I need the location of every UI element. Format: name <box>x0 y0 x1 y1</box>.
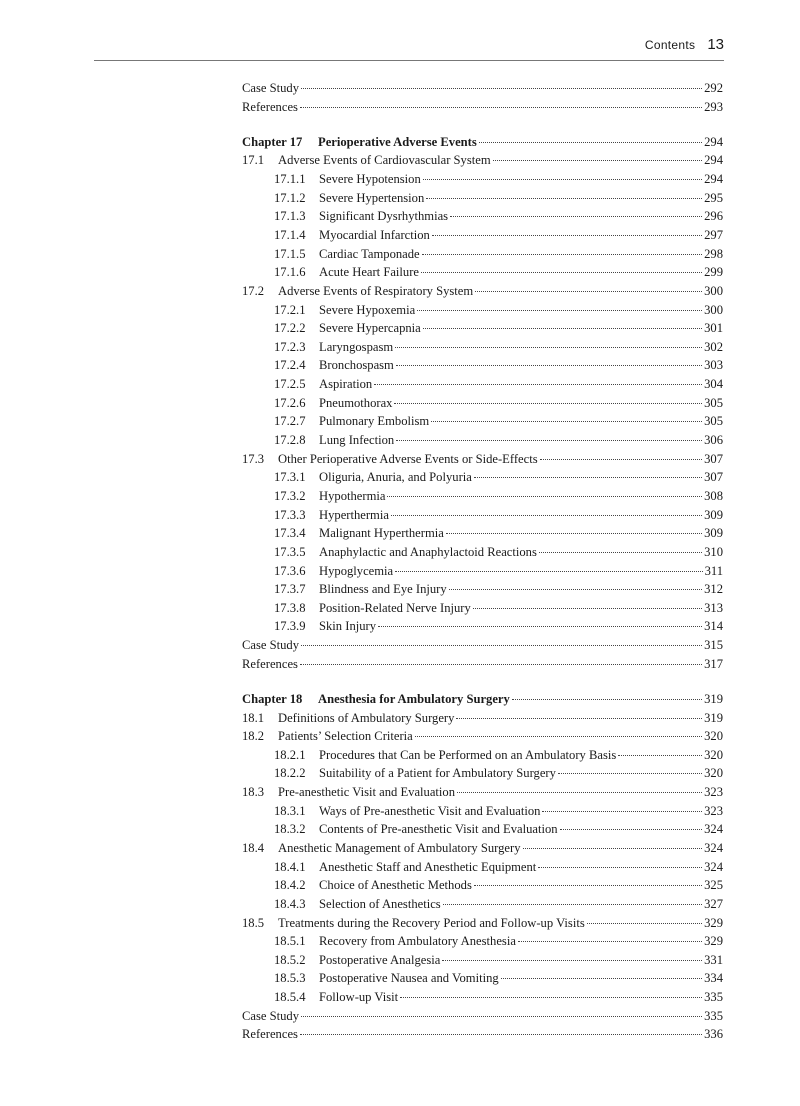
dot-leader <box>421 272 702 273</box>
toc-entry-page: 308 <box>704 488 723 503</box>
toc-entry-number: 18.5.4 <box>274 990 306 1005</box>
toc-entry-sub[interactable] <box>242 226 723 245</box>
toc-entry-page: 320 <box>704 729 723 744</box>
toc-entry-page: 296 <box>704 209 723 224</box>
toc-entry-page: 294 <box>704 172 723 187</box>
dot-leader <box>493 160 702 161</box>
dot-leader <box>422 254 702 255</box>
toc-entry-number: Chapter 18 <box>242 691 303 706</box>
toc-entry-title: Acute Heart Failure <box>319 265 420 280</box>
toc-entry-title: Choice of Anesthetic Methods <box>319 878 472 893</box>
toc-entry-page: 324 <box>704 840 723 855</box>
toc-entry-title: Case Study <box>242 81 300 95</box>
toc-entry-number: 17.3.3 <box>274 507 306 522</box>
toc-entry-page: 313 <box>704 600 723 615</box>
toc-entry-misc[interactable] <box>242 1007 723 1026</box>
toc-entry-page: 297 <box>704 227 723 242</box>
toc-entry-sect[interactable] <box>242 727 723 746</box>
dot-leader <box>446 533 702 534</box>
toc-entry-number: 17.3.4 <box>274 526 306 541</box>
toc-entry-sub[interactable] <box>242 263 723 282</box>
toc-entry-title: Anaphylactic and Anaphylactoid Reactions <box>319 544 537 559</box>
toc-entry-title: References <box>242 656 298 671</box>
toc-entry-page: 307 <box>704 451 723 466</box>
toc-entry-number: 17.2.2 <box>274 321 306 336</box>
page-number: 13 <box>707 36 724 53</box>
toc-entry-number: 17.2 <box>242 283 265 298</box>
toc-entry-page: 319 <box>704 710 723 725</box>
dot-leader <box>415 736 702 737</box>
toc-entry-sect[interactable] <box>242 839 723 858</box>
toc-entry-title: Ways of Pre-anesthetic Visit and Evaluation <box>319 803 541 818</box>
toc-entry-sub[interactable] <box>242 858 723 877</box>
toc-entry-title: Hyperthermia <box>319 507 389 522</box>
toc-entry-number: 17.1.5 <box>274 246 306 261</box>
table-of-contents <box>242 79 723 1044</box>
toc-entry-title: Case Study <box>242 1008 300 1023</box>
toc-entry-title: Anesthetic Management of Ambulatory Surgery <box>278 840 521 855</box>
dot-leader <box>558 773 702 774</box>
toc-entry-sub[interactable] <box>242 468 723 487</box>
toc-entry-sub[interactable] <box>242 356 723 375</box>
toc-entry-page: 300 <box>704 302 723 317</box>
toc-entry-sub[interactable] <box>242 338 723 357</box>
toc-entry-title: Definitions of Ambulatory Surgery <box>278 710 455 725</box>
dot-leader <box>587 923 702 924</box>
toc-entry-page: 323 <box>704 803 723 818</box>
toc-entry-number: 18.4.3 <box>274 896 306 911</box>
toc-entry-sub[interactable] <box>242 301 723 320</box>
toc-entry-page: 334 <box>704 971 723 986</box>
dot-leader <box>518 941 702 942</box>
toc-entry-sect[interactable] <box>242 783 723 802</box>
toc-entry-sub[interactable] <box>242 319 723 338</box>
toc-entry-sub[interactable] <box>242 543 723 562</box>
toc-entry-sub[interactable] <box>242 876 723 895</box>
toc-entry-title: Skin Injury <box>319 619 377 634</box>
toc-entry-page: 320 <box>704 747 723 762</box>
toc-entry-misc[interactable] <box>242 98 723 117</box>
toc-entry-number: 18.4 <box>242 840 265 855</box>
toc-entry-page: 320 <box>704 766 723 781</box>
dot-leader <box>474 885 702 886</box>
toc-entry-number: 17.1.6 <box>274 265 306 280</box>
toc-entry-page: 305 <box>704 395 723 410</box>
dot-leader <box>426 198 702 199</box>
toc-entry-title: Selection of Anesthetics <box>319 896 441 911</box>
dot-leader <box>301 645 702 646</box>
toc-entry-number: 17.3.8 <box>274 600 306 615</box>
toc-entry-page: 329 <box>704 915 723 930</box>
toc-entry-page: 335 <box>704 1008 723 1023</box>
toc-entry-sect[interactable] <box>242 151 723 170</box>
toc-entry-title: Cardiac Tamponade <box>319 246 420 261</box>
dot-leader <box>560 829 703 830</box>
toc-entry-chap[interactable] <box>242 133 723 152</box>
toc-entry-number: 17.2.8 <box>274 433 306 448</box>
toc-entry-title: Procedures that Can be Performed on an Ambulatory Basis <box>319 747 617 762</box>
toc-entry-page: 303 <box>704 358 723 373</box>
toc-entry-sub[interactable] <box>242 746 723 765</box>
toc-entry-sub[interactable] <box>242 412 723 431</box>
toc-entry-page: 327 <box>704 896 723 911</box>
toc-entry-number: 17.1.1 <box>274 172 306 187</box>
dot-leader <box>300 664 702 665</box>
toc-entry-page: 309 <box>704 507 723 522</box>
toc-entry-page: 315 <box>704 638 723 653</box>
toc-entry-title: Blindness and Eye Injury <box>319 582 447 597</box>
dot-leader <box>479 142 702 143</box>
toc-entry-page: 335 <box>704 990 723 1005</box>
toc-entry-title: Treatments during the Recovery Period and Follow-up Visits <box>278 915 585 930</box>
toc-entry-title: Postoperative Nausea and Vomiting <box>319 971 499 986</box>
toc-entry-number: 17.3.9 <box>274 619 306 634</box>
toc-entry-page: 300 <box>704 283 723 298</box>
toc-entry-sect[interactable] <box>242 914 723 933</box>
toc-entry-title: Position-Related Nerve Injury <box>319 600 471 615</box>
toc-entry-number: Chapter 17 <box>242 134 303 149</box>
dot-leader <box>523 848 703 849</box>
toc-entry-sect[interactable] <box>242 282 723 301</box>
toc-entry-title: Follow-up Visit <box>319 990 399 1005</box>
dot-leader <box>443 904 702 905</box>
toc-entry-title: Anesthesia for Ambulatory Surgery <box>318 691 510 706</box>
toc-entry-page: 298 <box>704 246 723 261</box>
toc-entry-title: Myocardial Infarction <box>319 227 430 242</box>
dot-leader <box>391 515 702 516</box>
toc-entry-number: 17.2.7 <box>274 414 306 429</box>
toc-entry-misc[interactable] <box>242 655 723 674</box>
toc-entry-title: Severe Hypoxemia <box>319 302 416 317</box>
toc-entry-sub[interactable] <box>242 506 723 525</box>
toc-entry-page: 325 <box>704 878 723 893</box>
toc-entry-page: 324 <box>704 859 723 874</box>
toc-entry-number: 17.3 <box>242 451 265 466</box>
toc-entry-sub[interactable] <box>242 562 723 581</box>
dot-leader <box>387 496 702 497</box>
toc-entry-title: Patients’ Selection Criteria <box>278 729 413 744</box>
dot-leader <box>396 365 702 366</box>
toc-entry-sub[interactable] <box>242 189 723 208</box>
header-rule <box>94 60 724 61</box>
toc-entry-page: 317 <box>704 656 723 671</box>
toc-entry-title: Significant Dysrhythmias <box>319 209 449 224</box>
dot-leader <box>540 459 703 460</box>
dot-leader <box>618 755 702 756</box>
dot-leader <box>417 310 702 311</box>
dot-leader <box>423 179 702 180</box>
dot-leader <box>456 718 702 719</box>
toc-entry-sub[interactable] <box>242 764 723 783</box>
dot-leader <box>395 347 702 348</box>
toc-entry-title: Oliguria, Anuria, and Polyuria <box>319 470 472 485</box>
toc-entry-title: Postoperative Analgesia <box>319 952 441 967</box>
toc-entry-sub[interactable] <box>242 988 723 1007</box>
toc-entry-page: 310 <box>704 544 723 559</box>
toc-entry-title: Other Perioperative Adverse Events or Side-Effects <box>278 451 538 466</box>
toc-entry-sub[interactable] <box>242 207 723 226</box>
dot-leader <box>378 626 702 627</box>
toc-entry-number: 18.3 <box>242 785 265 800</box>
toc-entry-page: 295 <box>704 190 723 205</box>
dot-leader <box>539 552 702 553</box>
toc-entry-sect[interactable] <box>242 450 723 469</box>
toc-entry-title: Adverse Events of Cardiovascular System <box>278 153 491 168</box>
toc-entry-sub[interactable] <box>242 487 723 506</box>
toc-entry-number: 18.5 <box>242 915 265 930</box>
toc-entry-sub[interactable] <box>242 599 723 618</box>
toc-entry-page: 324 <box>704 822 723 837</box>
toc-entry-page: 336 <box>704 1027 723 1042</box>
toc-entry-page: 329 <box>704 934 723 949</box>
dot-leader <box>542 811 702 812</box>
toc-entry-misc[interactable] <box>242 79 723 98</box>
toc-entry-title: Pulmonary Embolism <box>319 414 430 429</box>
toc-entry-title: Severe Hypertension <box>319 190 425 205</box>
toc-entry-sub[interactable] <box>242 932 723 951</box>
toc-entry-title: Hypoglycemia <box>319 563 394 578</box>
dot-leader <box>442 960 702 961</box>
toc-entry-sub[interactable] <box>242 375 723 394</box>
toc-entry-misc[interactable] <box>242 636 723 655</box>
toc-entry-page: 305 <box>704 414 723 429</box>
dot-leader <box>431 421 702 422</box>
toc-entry-title: Severe Hypotension <box>319 172 421 187</box>
dot-leader <box>457 792 702 793</box>
toc-entry-page: 299 <box>704 265 723 280</box>
toc-entry-page: 311 <box>704 563 723 578</box>
dot-leader <box>501 978 702 979</box>
dot-leader <box>395 571 702 572</box>
toc-entry-number: 18.5.3 <box>274 971 306 986</box>
toc-entry-title: Perioperative Adverse Events <box>318 134 477 149</box>
toc-entry-number: 18.5.2 <box>274 952 306 967</box>
toc-entry-sub[interactable] <box>242 245 723 264</box>
toc-entry-page: 319 <box>704 691 723 706</box>
dot-leader <box>449 589 702 590</box>
toc-entry-title: References <box>242 1027 298 1042</box>
dot-leader <box>301 88 702 89</box>
dot-leader <box>538 867 702 868</box>
toc-entry-number: 17.3.7 <box>274 582 306 597</box>
running-header-label: Contents <box>644 38 696 52</box>
toc-spacer <box>242 673 723 690</box>
toc-entry-number: 18.5.1 <box>274 934 306 949</box>
dot-leader <box>512 699 702 700</box>
dot-leader <box>450 216 702 217</box>
toc-entry-number: 17.3.2 <box>274 488 306 503</box>
toc-entry-number: 17.3.5 <box>274 544 306 559</box>
toc-entry-sect[interactable] <box>242 709 723 728</box>
toc-entry-number: 17.1.3 <box>274 209 306 224</box>
toc-entry-title: Pneumothorax <box>319 395 393 410</box>
toc-entry-page: 294 <box>704 153 723 168</box>
toc-entry-page: 302 <box>704 339 723 354</box>
dot-leader <box>400 997 702 998</box>
toc-entry-sub[interactable] <box>242 580 723 599</box>
toc-entry-title: Laryngospasm <box>319 339 394 354</box>
toc-entry-page: 307 <box>704 470 723 485</box>
toc-entry-title: Contents of Pre-anesthetic Visit and Evaluation <box>319 822 558 837</box>
toc-entry-sub[interactable] <box>242 170 723 189</box>
toc-entry-sub[interactable] <box>242 802 723 821</box>
toc-entry-number: 18.4.2 <box>274 878 306 893</box>
toc-entry-title: Bronchospasm <box>319 358 394 373</box>
toc-entry-title: Suitability of a Patient for Ambulatory Surgery <box>319 766 556 781</box>
toc-entry-page: 323 <box>704 785 723 800</box>
toc-entry-sub[interactable] <box>242 820 723 839</box>
toc-entry-sub[interactable] <box>242 895 723 914</box>
dot-leader <box>394 403 702 404</box>
toc-entry-title: Severe Hypercapnia <box>319 321 421 336</box>
toc-entry-page: 293 <box>704 99 723 114</box>
running-header <box>645 36 724 56</box>
dot-leader <box>475 291 702 292</box>
toc-entry-title: Pre-anesthetic Visit and Evaluation <box>278 785 456 800</box>
dot-leader <box>301 1016 702 1017</box>
toc-entry-sub[interactable] <box>242 951 723 970</box>
toc-entry-sub[interactable] <box>242 969 723 988</box>
toc-entry-number: 18.4.1 <box>274 859 306 874</box>
dot-leader <box>300 107 702 108</box>
toc-entry-page: 309 <box>704 526 723 541</box>
toc-entry-number: 17.2.5 <box>274 377 306 392</box>
toc-entry-misc[interactable] <box>242 1025 723 1044</box>
dot-leader <box>432 235 702 236</box>
toc-entry-number: 17.1 <box>242 153 265 168</box>
toc-entry-page: 312 <box>704 582 723 597</box>
toc-entry-title: References <box>242 99 298 114</box>
toc-entry-number: 18.2.1 <box>274 747 306 762</box>
toc-entry-title: Aspiration <box>319 377 373 392</box>
toc-entry-title: Anesthetic Staff and Anesthetic Equipment <box>319 859 537 874</box>
dot-leader <box>374 384 702 385</box>
toc-entry-sub[interactable] <box>242 394 723 413</box>
toc-entry-number: 17.3.1 <box>274 470 306 485</box>
toc-entry-sub[interactable] <box>242 431 723 450</box>
toc-entry-title: Recovery from Ambulatory Anesthesia <box>319 934 516 949</box>
dot-leader <box>423 328 702 329</box>
toc-entry-title: Lung Infection <box>319 433 395 448</box>
dot-leader <box>300 1034 702 1035</box>
toc-entry-title: Adverse Events of Respiratory System <box>278 283 474 298</box>
toc-entry-page: 304 <box>704 377 723 392</box>
toc-entry-number: 17.2.3 <box>274 339 306 354</box>
toc-entry-chap[interactable] <box>242 690 723 709</box>
toc-entry-title: Case Study <box>242 638 300 653</box>
toc-entry-title: Hypothermia <box>319 488 386 503</box>
toc-entry-page: 294 <box>704 134 723 149</box>
toc-entry-page: 301 <box>704 321 723 336</box>
toc-entry-sub[interactable] <box>242 524 723 543</box>
dot-leader <box>396 440 702 441</box>
toc-entry-number: 18.3.1 <box>274 803 306 818</box>
toc-entry-number: 17.2.6 <box>274 395 306 410</box>
toc-entry-number: 17.1.4 <box>274 227 306 242</box>
toc-spacer <box>242 116 723 133</box>
toc-entry-number: 18.2 <box>242 729 265 744</box>
toc-entry-title: Malignant Hyperthermia <box>319 526 444 541</box>
toc-entry-number: 18.3.2 <box>274 822 306 837</box>
toc-entry-number: 17.3.6 <box>274 563 306 578</box>
toc-entry-number: 17.1.2 <box>274 190 306 205</box>
toc-entry-number: 18.1 <box>242 710 265 725</box>
toc-entry-number: 18.2.2 <box>274 766 306 781</box>
toc-entry-number: 17.2.1 <box>274 302 306 317</box>
toc-entry-page: 331 <box>704 952 723 967</box>
toc-entry-page: 292 <box>704 81 723 95</box>
toc-entry-sub[interactable] <box>242 617 723 636</box>
toc-entry-page: 306 <box>704 433 723 448</box>
dot-leader <box>474 477 702 478</box>
toc-entry-number: 17.2.4 <box>274 358 306 373</box>
toc-entry-page: 314 <box>704 619 723 634</box>
dot-leader <box>473 608 702 609</box>
